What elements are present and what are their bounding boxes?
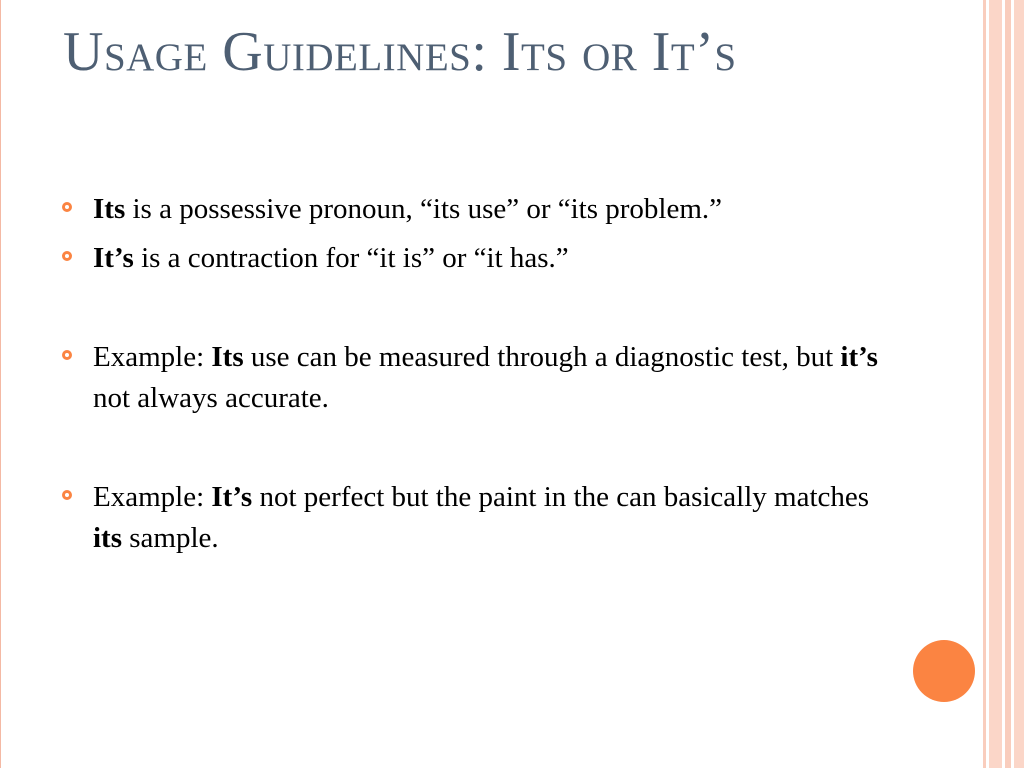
bullet-text-part: Example: (93, 481, 212, 513)
bullet-text-part: Example: (93, 341, 212, 373)
bold-term: its (93, 522, 122, 554)
bullet-text-part: sample. (122, 522, 219, 554)
bullet-text-part: is a possessive pronoun, “its use” or “its problem.” (125, 193, 723, 225)
bullet-list (62, 189, 902, 559)
bullet-ring-icon (62, 251, 72, 261)
bullet-ring-icon (62, 350, 72, 360)
bullet-text-part: not always accurate. (93, 382, 329, 414)
bullet-item (62, 477, 902, 559)
bullet-text (93, 193, 722, 225)
bold-term: It’s (211, 481, 253, 513)
bold-term: Its (211, 341, 244, 373)
bullet-text (93, 341, 878, 414)
bullet-text (93, 242, 569, 274)
bold-term: it’s (840, 341, 878, 373)
bullet-ring-icon (62, 202, 72, 212)
bullet-text-part: is a contraction for “it is” or “it has.” (133, 242, 569, 274)
bold-term: It’s (93, 242, 134, 274)
bullet-item (62, 189, 902, 230)
bullet-text-part: not perfect but the paint in the can basically matches (252, 481, 870, 513)
left-border-decoration (0, 0, 1, 768)
right-stripe-decoration (1014, 0, 1024, 768)
right-stripe-decoration (989, 0, 1002, 768)
bullet-item (62, 337, 902, 419)
bullet-text (93, 481, 869, 554)
orange-circle-decoration (913, 640, 975, 702)
bold-term: Its (93, 193, 126, 225)
bullet-ring-icon (62, 490, 72, 500)
bullet-text-part: use can be measured through a diagnostic test, but (243, 341, 841, 373)
bullet-item (62, 238, 902, 279)
slide-title: Usage Guidelines: Its or It’s (63, 21, 737, 83)
